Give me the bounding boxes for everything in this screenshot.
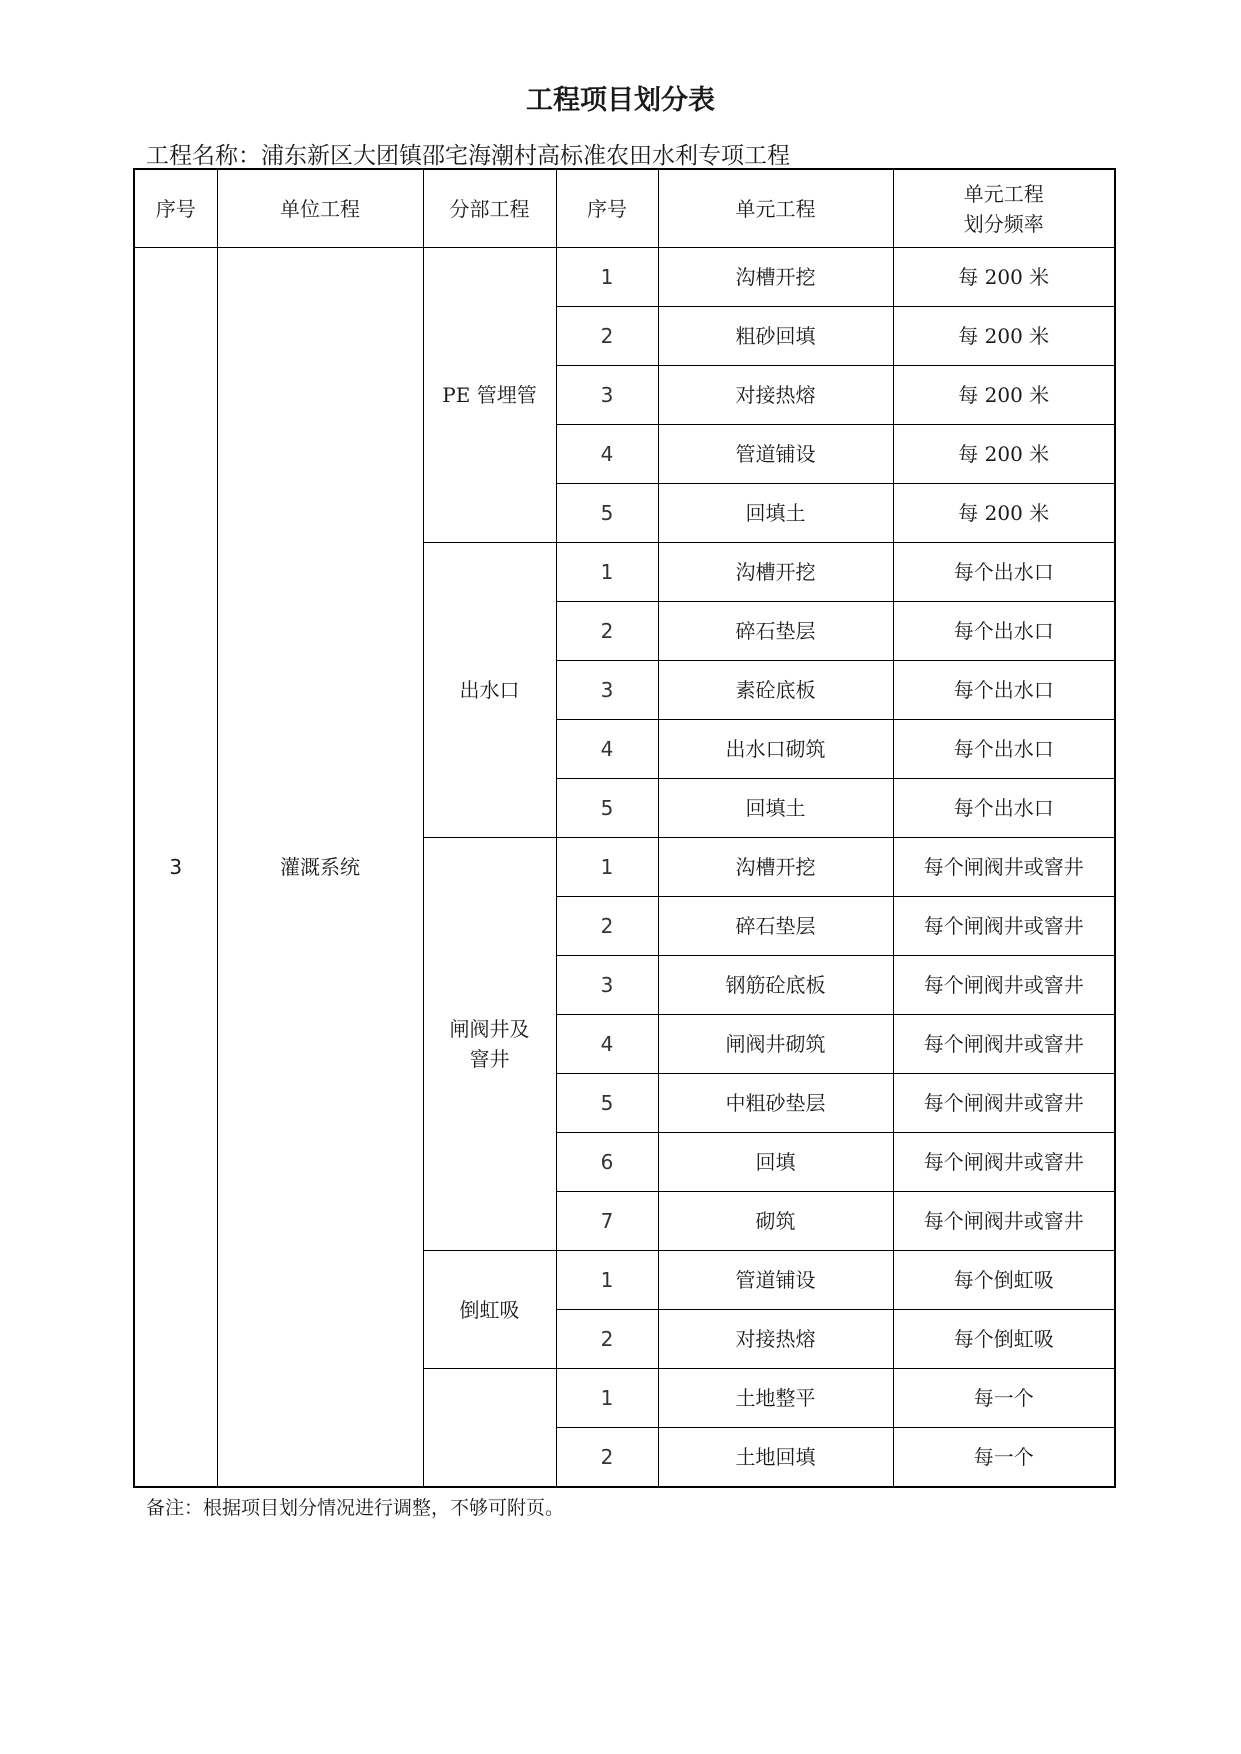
element-seq-cell: 5: [556, 779, 658, 838]
project-name-line: 工程名称：浦东新区大团镇邵宅海潮村高标准农田水利专项工程: [146, 143, 790, 169]
unit-project-cell: 灌溉系统: [217, 248, 423, 1488]
frequency-cell: 每 200 米: [893, 366, 1115, 425]
header-seq: 序号: [134, 169, 217, 248]
sub-project-cell: 出水口: [423, 543, 556, 838]
division-table: [133, 168, 1116, 1488]
element-seq-cell: 4: [556, 425, 658, 484]
sub-project-cell: [423, 1369, 556, 1488]
frequency-cell: 每个出水口: [893, 661, 1115, 720]
sub-project-cell: PE 管埋管: [423, 248, 556, 543]
frequency-cell: 每个闸阀井或窨井: [893, 1133, 1115, 1192]
element-project-cell: 回填土: [658, 779, 893, 838]
table-row: [134, 248, 1115, 307]
element-seq-cell: 5: [556, 1074, 658, 1133]
element-project-cell: 土地回填: [658, 1428, 893, 1488]
element-seq-cell: 7: [556, 1192, 658, 1251]
element-project-cell: 碎石垫层: [658, 897, 893, 956]
element-project-cell: 砌筑: [658, 1192, 893, 1251]
element-project-cell: 素砼底板: [658, 661, 893, 720]
element-project-cell: 管道铺设: [658, 425, 893, 484]
frequency-cell: 每个出水口: [893, 602, 1115, 661]
frequency-cell: 每个闸阀井或窨井: [893, 897, 1115, 956]
header-sub-seq: 序号: [556, 169, 658, 248]
element-seq-cell: 5: [556, 484, 658, 543]
element-project-cell: 管道铺设: [658, 1251, 893, 1310]
element-seq-cell: 1: [556, 1251, 658, 1310]
element-project-cell: 闸阀井砌筑: [658, 1015, 893, 1074]
frequency-cell: 每个倒虹吸: [893, 1251, 1115, 1310]
frequency-cell: 每个闸阀井或窨井: [893, 1015, 1115, 1074]
sub-project-cell: 闸阀井及 窨井: [423, 838, 556, 1251]
element-project-cell: 对接热熔: [658, 1310, 893, 1369]
frequency-cell: 每个闸阀井或窨井: [893, 1192, 1115, 1251]
element-seq-cell: 2: [556, 602, 658, 661]
footnote: 备注：根据项目划分情况进行调整，不够可附页。: [146, 1497, 565, 1519]
element-seq-cell: 4: [556, 1015, 658, 1074]
frequency-cell: 每个出水口: [893, 779, 1115, 838]
element-project-cell: 碎石垫层: [658, 602, 893, 661]
element-seq-cell: 3: [556, 661, 658, 720]
frequency-cell: 每 200 米: [893, 484, 1115, 543]
element-project-cell: 土地整平: [658, 1369, 893, 1428]
element-seq-cell: 1: [556, 543, 658, 602]
frequency-cell: 每一个: [893, 1369, 1115, 1428]
frequency-cell: 每个出水口: [893, 720, 1115, 779]
element-seq-cell: 1: [556, 1369, 658, 1428]
element-seq-cell: 1: [556, 248, 658, 307]
element-project-cell: 沟槽开挖: [658, 543, 893, 602]
element-seq-cell: 3: [556, 956, 658, 1015]
unit-seq-cell: 3: [134, 248, 217, 1488]
element-seq-cell: 2: [556, 1428, 658, 1488]
element-seq-cell: 2: [556, 897, 658, 956]
frequency-cell: 每 200 米: [893, 307, 1115, 366]
frequency-cell: 每个闸阀井或窨井: [893, 1074, 1115, 1133]
frequency-cell: 每 200 米: [893, 425, 1115, 484]
element-seq-cell: 4: [556, 720, 658, 779]
frequency-cell: 每个闸阀井或窨井: [893, 838, 1115, 897]
element-project-cell: 沟槽开挖: [658, 248, 893, 307]
header-unit-project: 单位工程: [217, 169, 423, 248]
header-element-project: 单元工程: [658, 169, 893, 248]
table-body: [134, 248, 1115, 1488]
document-title: 工程项目划分表: [526, 85, 715, 116]
element-project-cell: 粗砂回填: [658, 307, 893, 366]
frequency-cell: 每个倒虹吸: [893, 1310, 1115, 1369]
element-seq-cell: 6: [556, 1133, 658, 1192]
frequency-cell: 每个闸阀井或窨井: [893, 956, 1115, 1015]
header-sub-project: 分部工程: [423, 169, 556, 248]
frequency-cell: 每 200 米: [893, 248, 1115, 307]
frequency-cell: 每一个: [893, 1428, 1115, 1488]
element-project-cell: 出水口砌筑: [658, 720, 893, 779]
element-project-cell: 钢筋砼底板: [658, 956, 893, 1015]
element-project-cell: 沟槽开挖: [658, 838, 893, 897]
frequency-cell: 每个出水口: [893, 543, 1115, 602]
sub-project-cell: 倒虹吸: [423, 1251, 556, 1369]
element-project-cell: 回填土: [658, 484, 893, 543]
element-project-cell: 回填: [658, 1133, 893, 1192]
element-seq-cell: 2: [556, 1310, 658, 1369]
header-frequency: 单元工程 划分频率: [893, 169, 1115, 248]
element-seq-cell: 2: [556, 307, 658, 366]
element-project-cell: 对接热熔: [658, 366, 893, 425]
table-header-row: [134, 169, 1115, 248]
element-project-cell: 中粗砂垫层: [658, 1074, 893, 1133]
element-seq-cell: 3: [556, 366, 658, 425]
element-seq-cell: 1: [556, 838, 658, 897]
